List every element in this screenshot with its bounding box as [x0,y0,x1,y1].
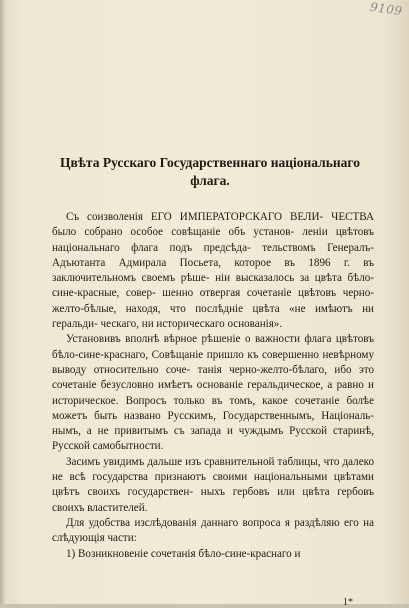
binding-shadow [0,0,6,604]
document-title [60,154,360,190]
paragraph-2: Установивъ вполнѣ вѣрное рѣшеніе о важности флага цвѣтовъ бѣло-сине-краснаго, Совѣщаніе пришло къ совершенно невѣрному выводу относительно соче- танія черно-желто-бѣлаго, ибо это сочетаніе безусловно имѣетъ основаніе геральдическое, а равно и историческое. Вопросъ только въ томъ, какое сочетаніе болѣе можетъ быть названо Русскимъ, Государственнымъ, Національ- нымъ, а не привитымъ съ запада и чуждымъ Русской старинѣ, Русской самобытности. [52,333,374,453]
title-line-1: Цвѣта Русскаго Государственнаго національнаго [60,155,360,170]
list-item-1: 1) Возникновеніе сочетанія бѣло-сине-краснаго и [66,547,301,560]
body-text [52,210,374,562]
signature-mark: 1* [343,597,353,608]
paragraph-1: Съ соизволенія ЕГО ИМПЕРАТОРСКАГО ВЕЛИ- ЧЕСТВА было собрано особое совѣщаніе объ установ- леніи цвѣтовъ національнаго флага подъ предсѣда- тельствомъ Генералъ-Адъютанта Адмирала Посьета, которое въ 1896 г. въ заключительномъ своемъ рѣше- ніи высказалось за цвѣта бѣло-сине-красные, совер- шенно отвергая сочетаніе цвѣтовъ черно-желто-бѣлые, находя, что послѣдніе цвѣта «не имѣютъ ни геральди- ческаго, ни историческаго основанія». [52,211,374,331]
paragraph-3: Засимъ увидимъ дальше изъ сравнительной таблицы, что далеко не всѣ государства признаютъ своими національными цвѣтами цвѣтъ своихъ государствен- ныхъ гербовъ или цвѣта гербовъ своихъ властителей. [52,455,374,514]
title-line-2: флага. [190,173,230,188]
paragraph-4: Для удобства изслѣдованія даннаго вопроса я раздѣляю его на слѣдующія части: [52,516,374,545]
handwritten-corner-note: 9109 [369,0,404,19]
